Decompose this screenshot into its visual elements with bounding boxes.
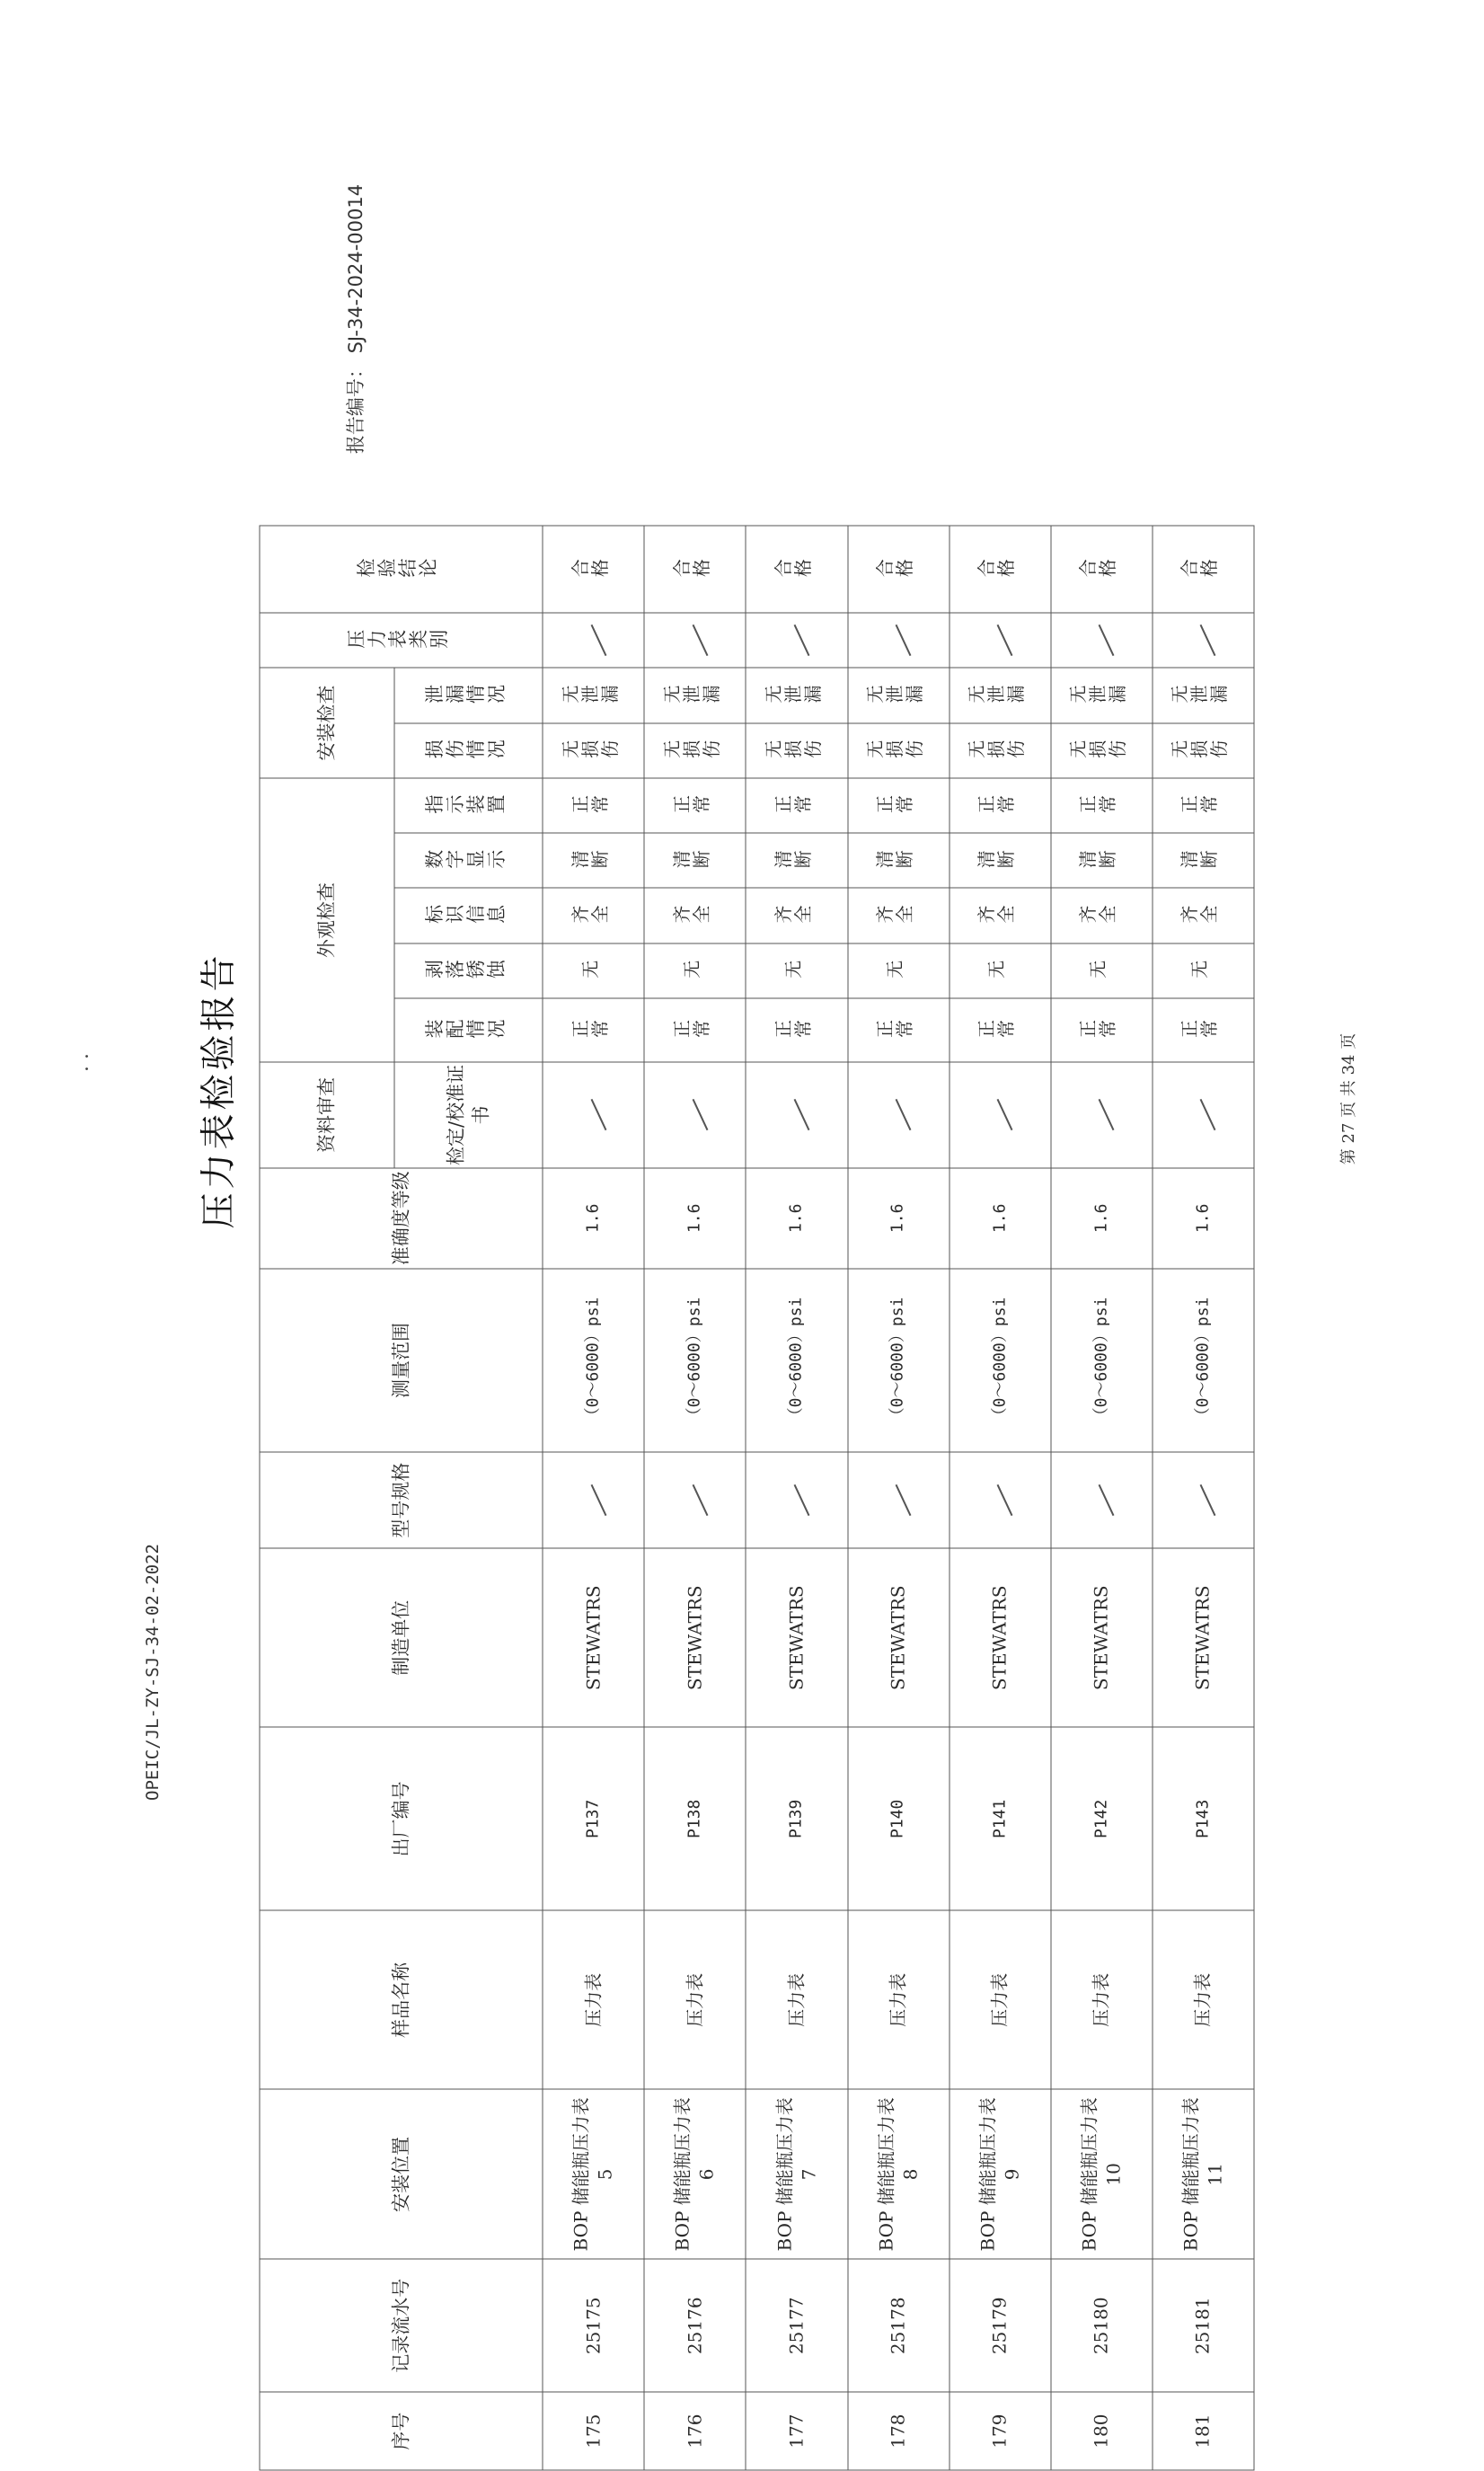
cell-assembly: 正常 — [644, 998, 746, 1062]
cell-accuracy-class: 1.6 — [1153, 1168, 1254, 1269]
cell-peeling: 无 — [950, 943, 1051, 998]
inspection-table — [260, 526, 1255, 2471]
slash-mark — [997, 624, 1013, 656]
cell-accuracy-class: 1.6 — [644, 1168, 746, 1269]
slash-mark — [896, 624, 912, 656]
cell-install-location: BOP 储能瓶压力表 7 — [746, 2089, 847, 2259]
table-row — [848, 526, 950, 2470]
cell-model-spec — [644, 1452, 746, 1548]
cell-certificate — [543, 1062, 644, 1167]
slash-mark — [1099, 1099, 1115, 1130]
cell-record-no: 25175 — [543, 2259, 644, 2392]
slash-mark — [1099, 1484, 1115, 1516]
cell-seq: 175 — [543, 2392, 644, 2470]
cell-pointer: 正常 — [543, 778, 644, 833]
slash-mark — [896, 1484, 912, 1516]
slash-mark — [896, 1099, 912, 1130]
cell-factory-no: P139 — [746, 1727, 847, 1910]
cell-model-spec — [848, 1452, 950, 1548]
slash-mark — [997, 1099, 1013, 1130]
header-peeling-corrosion: 剥落锈蚀 — [394, 943, 543, 998]
cell-model-spec — [746, 1452, 847, 1548]
cell-damage: 无损伤 — [848, 723, 950, 778]
cell-conclusion: 合格 — [644, 526, 746, 613]
cell-measuring-range: （0～6000）psi — [1153, 1269, 1254, 1452]
cell-digital: 清断 — [746, 833, 847, 888]
slash-mark — [794, 1484, 810, 1516]
cell-category — [1153, 613, 1254, 668]
cell-factory-no: P140 — [848, 1727, 950, 1910]
cell-leak: 无泄漏 — [848, 668, 950, 722]
cell-conclusion: 合格 — [950, 526, 1051, 613]
cell-manufacturer: STEWATRS — [950, 1548, 1051, 1727]
cell-peeling: 无 — [1051, 943, 1153, 998]
cell-peeling: 无 — [1153, 943, 1254, 998]
cell-record-no: 25176 — [644, 2259, 746, 2392]
header-appearance-check: 外观检查 — [260, 778, 394, 1062]
cell-category — [543, 613, 644, 668]
cell-model-spec — [543, 1452, 644, 1548]
cell-peeling: 无 — [746, 943, 847, 998]
cell-accuracy-class: 1.6 — [746, 1168, 847, 1269]
cell-leak: 无泄漏 — [644, 668, 746, 722]
cell-conclusion: 合格 — [543, 526, 644, 613]
cell-install-location: BOP 储能瓶压力表 5 — [543, 2089, 644, 2259]
cell-seq: 176 — [644, 2392, 746, 2470]
slash-mark — [1200, 1099, 1216, 1130]
cell-assembly: 正常 — [1051, 998, 1153, 1062]
cell-seq: 180 — [1051, 2392, 1153, 2470]
table-row — [950, 526, 1051, 2470]
cell-id-info: 齐全 — [848, 888, 950, 943]
slash-mark — [590, 1099, 606, 1130]
header-install-location: 安装位置 — [260, 2089, 543, 2259]
header-id-info: 标识信息 — [394, 888, 543, 943]
cell-conclusion: 合格 — [746, 526, 847, 613]
cell-damage: 无损伤 — [746, 723, 847, 778]
slash-mark — [1200, 1484, 1216, 1516]
cell-damage: 无损伤 — [1051, 723, 1153, 778]
cell-digital: 清断 — [848, 833, 950, 888]
slash-mark — [590, 1484, 606, 1516]
cell-digital: 清断 — [1153, 833, 1254, 888]
cell-seq: 177 — [746, 2392, 847, 2470]
header-manufacturer: 制造单位 — [260, 1548, 543, 1727]
cell-measuring-range: （0～6000）psi — [1051, 1269, 1153, 1452]
cell-damage: 无损伤 — [644, 723, 746, 778]
cell-manufacturer: STEWATRS — [644, 1548, 746, 1727]
cell-assembly: 正常 — [950, 998, 1051, 1062]
cell-certificate — [950, 1062, 1051, 1167]
cell-pointer: 正常 — [848, 778, 950, 833]
header-certificate: 检定/校准证书 — [394, 1062, 543, 1167]
cell-pointer: 正常 — [746, 778, 847, 833]
cell-model-spec — [1051, 1452, 1153, 1548]
cell-sample-name: 压力表 — [1153, 1910, 1254, 2089]
table-row — [644, 526, 746, 2470]
cell-certificate — [746, 1062, 847, 1167]
cell-category — [848, 613, 950, 668]
cell-factory-no: P142 — [1051, 1727, 1153, 1910]
cell-damage: 无损伤 — [950, 723, 1051, 778]
cell-certificate — [1153, 1062, 1254, 1167]
header-accuracy-class: 准确度等级 — [260, 1168, 543, 1269]
cell-sample-name: 压力表 — [950, 1910, 1051, 2089]
cell-install-location: BOP 储能瓶压力表 9 — [950, 2089, 1051, 2259]
table-row — [1153, 526, 1254, 2470]
cell-manufacturer: STEWATRS — [746, 1548, 847, 1727]
cell-sample-name: 压力表 — [746, 1910, 847, 2089]
cell-certificate — [1051, 1062, 1153, 1167]
cell-record-no: 25177 — [746, 2259, 847, 2392]
cell-peeling: 无 — [644, 943, 746, 998]
cell-measuring-range: （0～6000）psi — [644, 1269, 746, 1452]
cell-id-info: 齐全 — [746, 888, 847, 943]
cell-certificate — [644, 1062, 746, 1167]
header-damage-condition: 损伤情况 — [394, 723, 543, 778]
cell-model-spec — [1153, 1452, 1254, 1548]
cell-category — [644, 613, 746, 668]
cell-damage: 无损伤 — [1153, 723, 1254, 778]
header-pointer-device: 指示装置 — [394, 778, 543, 833]
cell-category — [1051, 613, 1153, 668]
cell-seq: 179 — [950, 2392, 1051, 2470]
cell-record-no: 25180 — [1051, 2259, 1153, 2392]
header-factory-no: 出厂编号 — [260, 1727, 543, 1910]
cell-record-no: 25178 — [848, 2259, 950, 2392]
cell-factory-no: P141 — [950, 1727, 1051, 1910]
cell-id-info: 齐全 — [950, 888, 1051, 943]
report-title: 压力表检验报告 — [198, 952, 240, 1229]
slash-mark — [794, 1099, 810, 1130]
cell-factory-no: P137 — [543, 1727, 644, 1910]
cell-conclusion: 合格 — [848, 526, 950, 613]
cell-leak: 无泄漏 — [1051, 668, 1153, 722]
header-conclusion: 检验结论 — [260, 526, 543, 613]
report-number: 报告编号： SJ-34-2024-00014 — [345, 183, 367, 455]
cell-conclusion: 合格 — [1051, 526, 1153, 613]
header-measuring-range: 测量范围 — [260, 1269, 543, 1452]
cell-sample-name: 压力表 — [644, 1910, 746, 2089]
cell-peeling: 无 — [848, 943, 950, 998]
slash-mark — [794, 624, 810, 656]
cell-record-no: 25179 — [950, 2259, 1051, 2392]
cell-factory-no: P138 — [644, 1727, 746, 1910]
cell-model-spec — [950, 1452, 1051, 1548]
cell-manufacturer: STEWATRS — [1051, 1548, 1153, 1727]
cell-id-info: 齐全 — [1153, 888, 1254, 943]
cell-damage: 无损伤 — [543, 723, 644, 778]
cell-pointer: 正常 — [1153, 778, 1254, 833]
header-sample-name: 样品名称 — [260, 1910, 543, 2089]
cell-digital: 清断 — [644, 833, 746, 888]
cell-install-location: BOP 储能瓶压力表 10 — [1051, 2089, 1153, 2259]
cell-accuracy-class: 1.6 — [543, 1168, 644, 1269]
scan-marks: · · — [76, 1053, 100, 1072]
slash-mark — [692, 1099, 708, 1130]
header-seq: 序号 — [260, 2392, 543, 2470]
slash-mark — [997, 1484, 1013, 1516]
table-row — [1051, 526, 1153, 2470]
cell-install-location: BOP 储能瓶压力表 8 — [848, 2089, 950, 2259]
cell-assembly: 正常 — [1153, 998, 1254, 1062]
cell-id-info: 齐全 — [543, 888, 644, 943]
cell-leak: 无泄漏 — [543, 668, 644, 722]
cell-measuring-range: （0～6000）psi — [950, 1269, 1051, 1452]
cell-sample-name: 压力表 — [848, 1910, 950, 2089]
header-assembly-condition: 装配情况 — [394, 998, 543, 1062]
page-footer: 第 27 页 共 34 页 — [1339, 1032, 1358, 1165]
cell-accuracy-class: 1.6 — [950, 1168, 1051, 1269]
header-model-spec: 型号规格 — [260, 1452, 543, 1548]
table-row — [746, 526, 847, 2470]
cell-seq: 178 — [848, 2392, 950, 2470]
cell-sample-name: 压力表 — [543, 1910, 644, 2089]
cell-leak: 无泄漏 — [1153, 668, 1254, 722]
cell-measuring-range: （0～6000）psi — [848, 1269, 950, 1452]
cell-accuracy-class: 1.6 — [1051, 1168, 1153, 1269]
cell-measuring-range: （0～6000）psi — [746, 1269, 847, 1452]
slash-mark — [590, 624, 606, 656]
cell-assembly: 正常 — [543, 998, 644, 1062]
header-digital-display: 数字显示 — [394, 833, 543, 888]
cell-install-location: BOP 储能瓶压力表 6 — [644, 2089, 746, 2259]
cell-manufacturer: STEWATRS — [543, 1548, 644, 1727]
header-document-review: 资料审查 — [260, 1062, 394, 1167]
header-record-no: 记录流水号 — [260, 2259, 543, 2392]
cell-category — [950, 613, 1051, 668]
cell-id-info: 齐全 — [644, 888, 746, 943]
cell-pointer: 正常 — [950, 778, 1051, 833]
cell-leak: 无泄漏 — [746, 668, 847, 722]
cell-factory-no: P143 — [1153, 1727, 1254, 1910]
cell-digital: 清断 — [1051, 833, 1153, 888]
slash-mark — [1200, 624, 1216, 656]
cell-category — [746, 613, 847, 668]
cell-digital: 清断 — [543, 833, 644, 888]
slash-mark — [692, 624, 708, 656]
header-gauge-category: 压力表类别 — [260, 613, 543, 668]
cell-pointer: 正常 — [1051, 778, 1153, 833]
cell-manufacturer: STEWATRS — [1153, 1548, 1254, 1727]
cell-digital: 清断 — [950, 833, 1051, 888]
cell-pointer: 正常 — [644, 778, 746, 833]
cell-conclusion: 合格 — [1153, 526, 1254, 613]
header-leak-condition: 泄漏情况 — [394, 668, 543, 722]
cell-peeling: 无 — [543, 943, 644, 998]
form-code: OPEIC/JL-ZY-SJ-34-02-2022 — [143, 1544, 163, 1801]
cell-assembly: 正常 — [848, 998, 950, 1062]
table-row — [543, 526, 644, 2470]
slash-mark — [1099, 624, 1115, 656]
cell-certificate — [848, 1062, 950, 1167]
cell-sample-name: 压力表 — [1051, 1910, 1153, 2089]
cell-record-no: 25181 — [1153, 2259, 1254, 2392]
cell-id-info: 齐全 — [1051, 888, 1153, 943]
cell-leak: 无泄漏 — [950, 668, 1051, 722]
cell-install-location: BOP 储能瓶压力表 11 — [1153, 2089, 1254, 2259]
header-installation-check: 安装检查 — [260, 668, 394, 777]
cell-accuracy-class: 1.6 — [848, 1168, 950, 1269]
cell-measuring-range: （0～6000）psi — [543, 1269, 644, 1452]
cell-manufacturer: STEWATRS — [848, 1548, 950, 1727]
cell-assembly: 正常 — [746, 998, 847, 1062]
cell-seq: 181 — [1153, 2392, 1254, 2470]
slash-mark — [692, 1484, 708, 1516]
